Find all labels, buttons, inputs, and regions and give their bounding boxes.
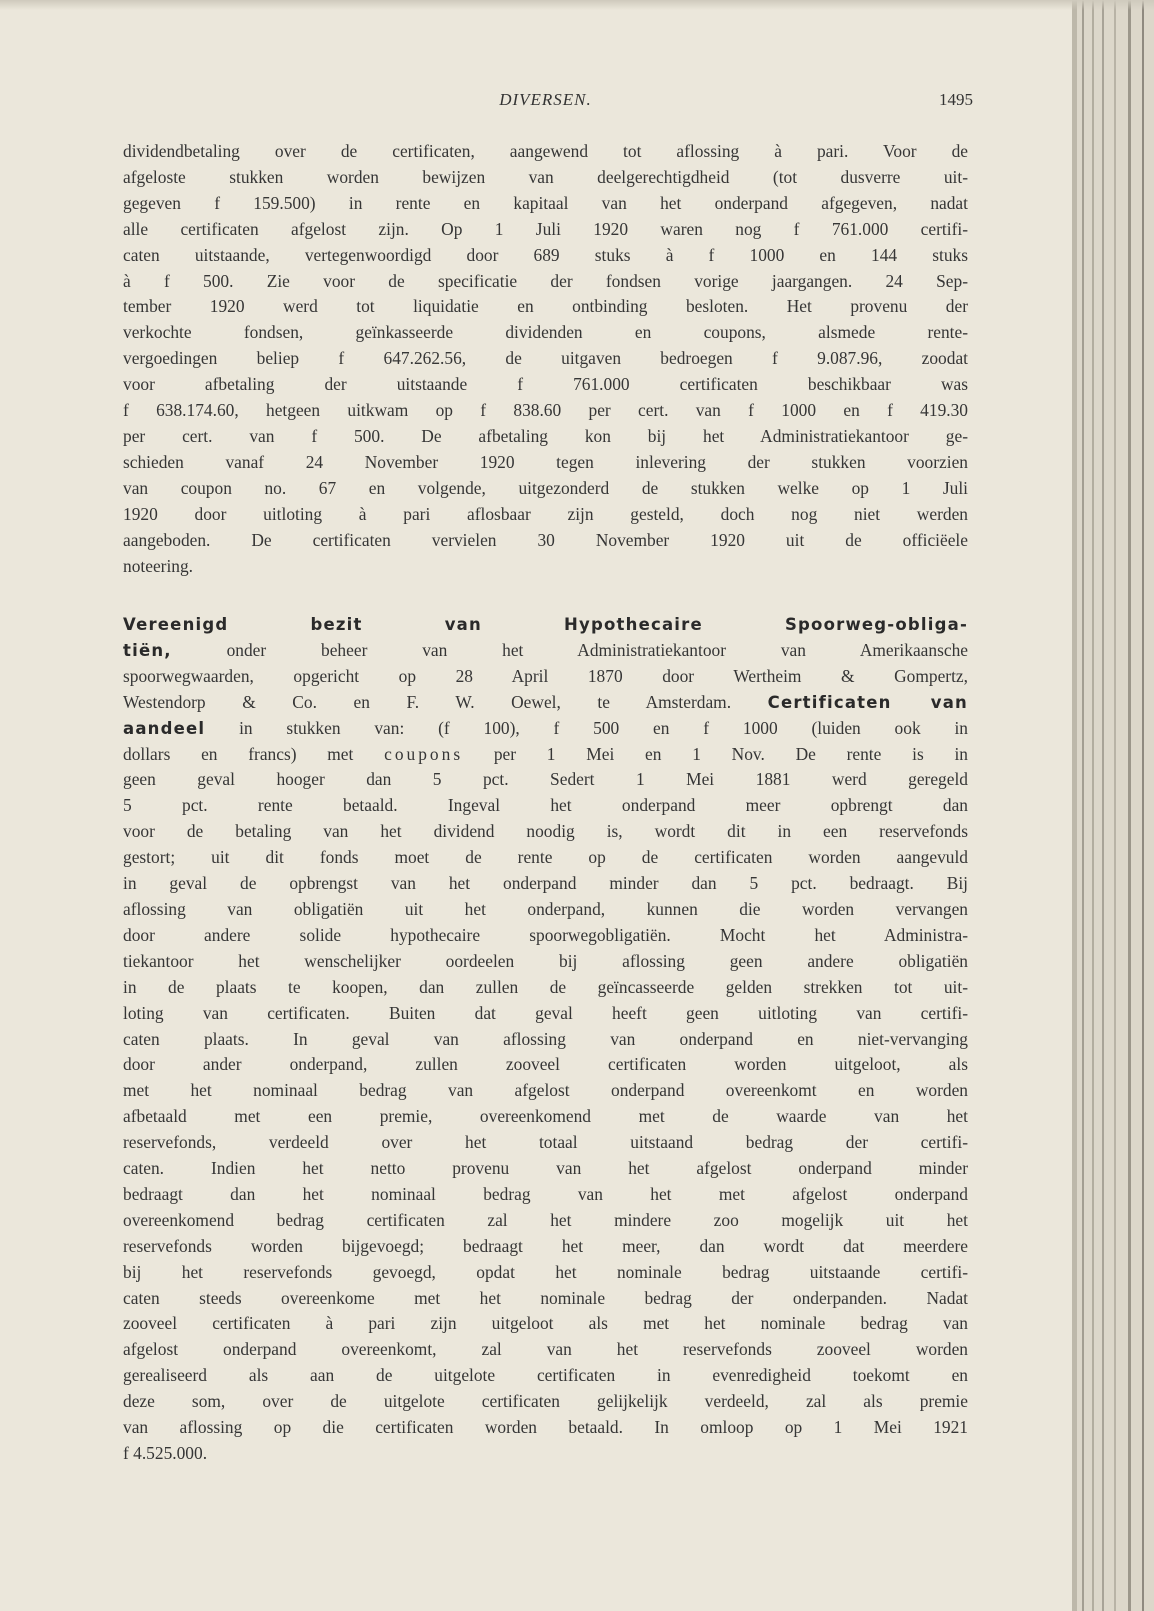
text-line: met het nominaal bedrag van afgelost onderpand overeenkomt en worden	[123, 1080, 968, 1101]
text-line: tiekantoor het wenschelijker oordeelen bij aflossing geen andere obligatiën	[123, 950, 968, 971]
text-line: gerealiseerd als aan de uitgelote certificaten in evenredigheid toekomt en	[123, 1365, 968, 1386]
text-line	[123, 612, 968, 638]
text-line: 1920 door uitloting à pari aflosbaar zijn gesteld, doch nog niet werden	[123, 503, 968, 524]
text-line: in de plaats te koopen, dan zullen de geïncasseerde gelden strekken tot uit-	[123, 976, 968, 997]
text-line: dividendbetaling over de certificaten, aangewend tot aflossing à pari. Voor de	[123, 141, 968, 161]
text-run: Westendorp & Co. en F. W. Oewel, te Amsterdam.	[123, 691, 768, 712]
text-line: per cert. van f 500. De afbetaling kon bij het Administratiekantoor ge-	[123, 425, 968, 446]
text-line: in geval de opbrengst van het onderpand minder dan 5 pct. bedraagt. Bij	[123, 873, 968, 894]
text-line: bedraagt dan het nominaal bedrag van het met afgelost onderpand	[123, 1183, 968, 1204]
text-line: tember 1920 werd tot liquidatie en ontbinding besloten. Het provenu der	[123, 296, 968, 317]
text-line: afbetaald met een premie, overeenkomend met de waarde van het	[123, 1106, 968, 1127]
page-stack-edge	[1092, 0, 1094, 1611]
text-line: voor de betaling van het dividend noodig is, wordt dit in een reservefonds	[123, 821, 968, 842]
entry-heading-end: tiën,	[123, 640, 172, 660]
text-line: zooveel certificaten à pari zijn uitgeloot als met het nominale bedrag van	[123, 1313, 968, 1334]
text-line: schieden vanaf 24 November 1920 tegen inlevering der stukken voorzien	[123, 451, 968, 472]
text-run: per 1 Mei en 1 Nov. De rente is in	[463, 743, 968, 764]
text-line: gegeven f 159.500) in rente en kapitaal van het onderpand afgegeven, nadat	[123, 192, 968, 213]
text-line: caten. Indien het netto provenu van het afgelost onderpand minder	[123, 1158, 968, 1179]
text-line: à f 500. Zie voor de specificatie der fondsen vorige jaargangen. 24 Sep-	[123, 270, 968, 291]
entry-heading: Vereenigd bezit van Hypothecaire Spoorweg-obliga-	[123, 615, 968, 634]
text-line: afgeloste stukken worden bewijzen van deelgerechtigdheid (tot dusverre uit-	[123, 166, 968, 187]
text-line: overeenkomend bedrag certificaten zal het mindere zoo mogelijk uit het	[123, 1209, 968, 1230]
text-line: alle certificaten afgelost zijn. Op 1 Juli 1920 waren nog f 761.000 certifi-	[123, 218, 968, 239]
text-line: deze som, over de uitgelote certificaten gelijkelijk verdeeld, zal als premie	[123, 1391, 968, 1412]
text-line	[123, 638, 968, 664]
text-line	[123, 690, 968, 716]
text-line: aangeboden. De certificaten vervielen 30 November 1920 uit de officiëele	[123, 529, 968, 550]
text-line: voor afbetaling der uitstaande f 761.000 certificaten beschikbaar was	[123, 374, 968, 395]
text-line: f 4.525.000.	[123, 1443, 208, 1463]
paragraph-dividendbetaling	[123, 139, 968, 579]
text-line	[123, 742, 968, 768]
text-line: caten uitstaande, vertegenwoordigd door 689 stuks à f 1000 en 144 stuks	[123, 244, 968, 265]
text-line: door ander onderpand, zullen zooveel certificaten worden uitgeloot, als	[123, 1054, 968, 1075]
spaced-term-coupons: coupons	[384, 743, 464, 764]
text-line: door andere solide hypothecaire spoorwegobligatiën. Mocht het Administra-	[123, 924, 968, 945]
text-run: dollars en francs) met	[123, 743, 385, 764]
text-line: van coupon no. 67 en volgende, uitgezonderd de stukken welke op 1 Juli	[123, 477, 968, 498]
text-line: spoorwegwaarden, opgericht op 28 April 1870 door Wertheim & Gompertz,	[123, 665, 968, 686]
text-line: aflossing van obligatiën uit het onderpand, kunnen die worden vervangen	[123, 898, 968, 919]
text-line: reservefonds, verdeeld over het totaal uitstaand bedrag der certifi-	[123, 1132, 968, 1153]
text-line: gestort; uit dit fonds moet de rente op de certificaten worden aangevuld	[123, 847, 968, 868]
subheading-certificaten: Certificaten van	[767, 692, 968, 712]
paragraph-vereenigd-bezit	[123, 612, 968, 1467]
page-stack-edge	[1072, 0, 1077, 1611]
subheading-aandeel: aandeel	[123, 718, 206, 738]
text-line: caten steeds overeenkome met het nominale bedrag der onderpanden. Nadat	[123, 1287, 968, 1308]
text-line	[123, 716, 968, 742]
text-run: onder beheer van het Administratiekantoor van Amerikaansche	[171, 639, 968, 660]
running-title: DIVERSEN.	[499, 90, 592, 109]
page-stack-edge	[1128, 0, 1131, 1611]
text-line: vergoedingen beliep f 647.262.56, de uitgaven bedroegen f 9.087.96, zoodat	[123, 348, 968, 369]
page-stack-edge	[1142, 0, 1144, 1611]
page-top-shadow	[0, 0, 1154, 10]
text-line: 5 pct. rente betaald. Ingeval het onderpand meer opbrengt dan	[123, 795, 968, 816]
text-line: van aflossing op die certificaten worden betaald. In omloop op 1 Mei 1921	[123, 1417, 968, 1438]
page-header	[118, 90, 973, 114]
text-line: loting van certificaten. Buiten dat geval heeft geen uitloting van certifi-	[123, 1002, 968, 1023]
text-line: f 638.174.60, hetgeen uitkwam op f 838.60 per cert. van f 1000 en f 419.30	[123, 400, 968, 421]
page-stack-edge	[1082, 0, 1084, 1611]
text-line: verkochte fondsen, geïnkasseerde dividenden en coupons, alsmede rente-	[123, 322, 968, 343]
text-line: geen geval hooger dan 5 pct. Sedert 1 Mei 1881 werd geregeld	[123, 769, 968, 790]
page-stack-edge	[1114, 0, 1116, 1611]
page-number: 1495	[939, 90, 973, 109]
page-stack-edge	[1102, 0, 1104, 1611]
text-line: bij het reservefonds gevoegd, opdat het nominale bedrag uitstaande certifi-	[123, 1261, 968, 1282]
text-line: noteering.	[123, 555, 194, 576]
text-line: afgelost onderpand overeenkomt, zal van het reservefonds zooveel worden	[123, 1339, 968, 1360]
text-run: in stukken van: (f 100), f 500 en f 1000 (luiden ook in	[205, 717, 968, 738]
text-line: reservefonds worden bijgevoegd; bedraagt het meer, dan wordt dat meerdere	[123, 1235, 968, 1256]
text-line: caten plaats. In geval van aflossing van onderpand en niet-vervanging	[123, 1028, 968, 1049]
